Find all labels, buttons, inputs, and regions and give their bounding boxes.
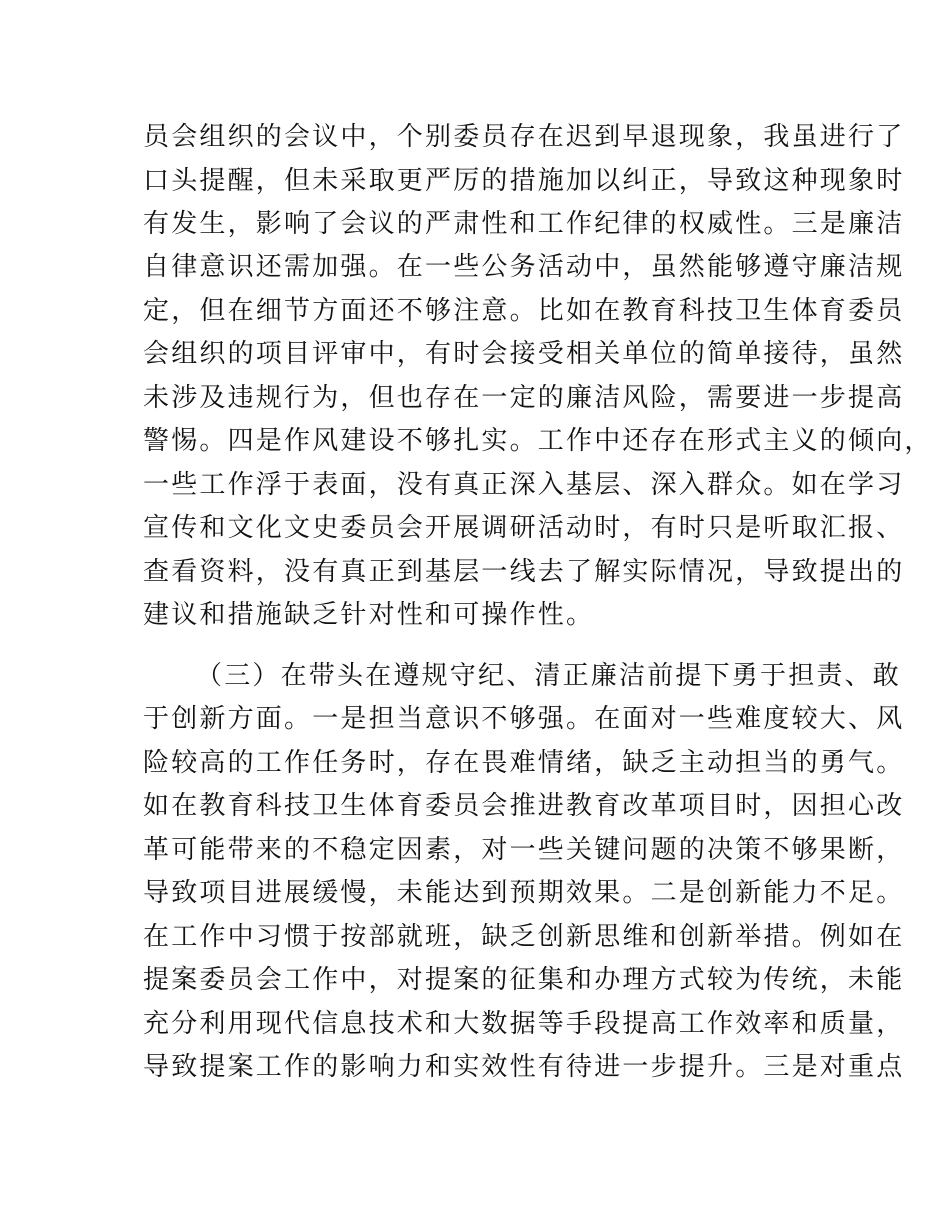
text-line: 提案委员会工作中，对提案的征集和办理方式较为传统，未能: [143, 965, 905, 995]
text-line: 在工作中习惯于按部就班，缺乏创新思维和创新举措。例如在: [143, 922, 905, 952]
text-line: 查看资料，没有真正到基层一线去了解实际情况，导致提出的: [143, 557, 905, 587]
text-line: 未涉及违规行为，但也存在一定的廉洁风险，需要进一步提高: [143, 383, 905, 413]
text-line: 一些工作浮于表面，没有真正深入基层、深入群众。如在学习: [143, 470, 905, 500]
text-line: 险较高的工作任务时，存在畏难情绪，缺乏主动担当的勇气。: [143, 748, 905, 778]
text-line: 会组织的项目评审中，有时会接受相关单位的简单接待，虽然: [143, 339, 905, 369]
text-line: 宣传和文化文史委员会开展调研活动时，有时只是听取汇报、: [143, 513, 905, 543]
text-line: 革可能带来的不稳定因素，对一些关键问题的决策不够果断，: [143, 835, 905, 865]
text-line: 如在教育科技卫生体育委员会推进教育改革项目时，因担心改: [143, 791, 905, 821]
text-line: 自律意识还需加强。在一些公务活动中，虽然能够遵守廉洁规: [143, 252, 905, 282]
text-line: 警惕。四是作风建设不够扎实。工作中还存在形式主义的倾向，: [143, 426, 933, 456]
text-line: 有发生，影响了会议的严肃性和工作纪律的权威性。三是廉洁: [143, 209, 905, 239]
text-line: 建议和措施缺乏针对性和可操作性。: [143, 600, 595, 630]
text-line: 充分利用现代信息技术和大数据等手段提高工作效率和质量，: [143, 1009, 905, 1039]
text-line: 口头提醒，但未采取更严厉的措施加以纠正，导致这种现象时: [143, 166, 905, 196]
text-line: 定，但在细节方面还不够注意。比如在教育科技卫生体育委员: [143, 296, 905, 326]
text-line: 于创新方面。一是担当意识不够强。在面对一些难度较大、风: [143, 704, 905, 734]
section-heading-line: （三）在带头在遵规守纪、清正廉洁前提下勇于担责、敢: [196, 661, 902, 691]
text-line: 员会组织的会议中，个别委员存在迟到早退现象，我虽进行了: [143, 122, 905, 152]
text-line: 导致项目进展缓慢，未能达到预期效果。二是创新能力不足。: [143, 878, 905, 908]
text-line: 导致提案工作的影响力和实效性有待进一步提升。三是对重点: [143, 1052, 905, 1082]
